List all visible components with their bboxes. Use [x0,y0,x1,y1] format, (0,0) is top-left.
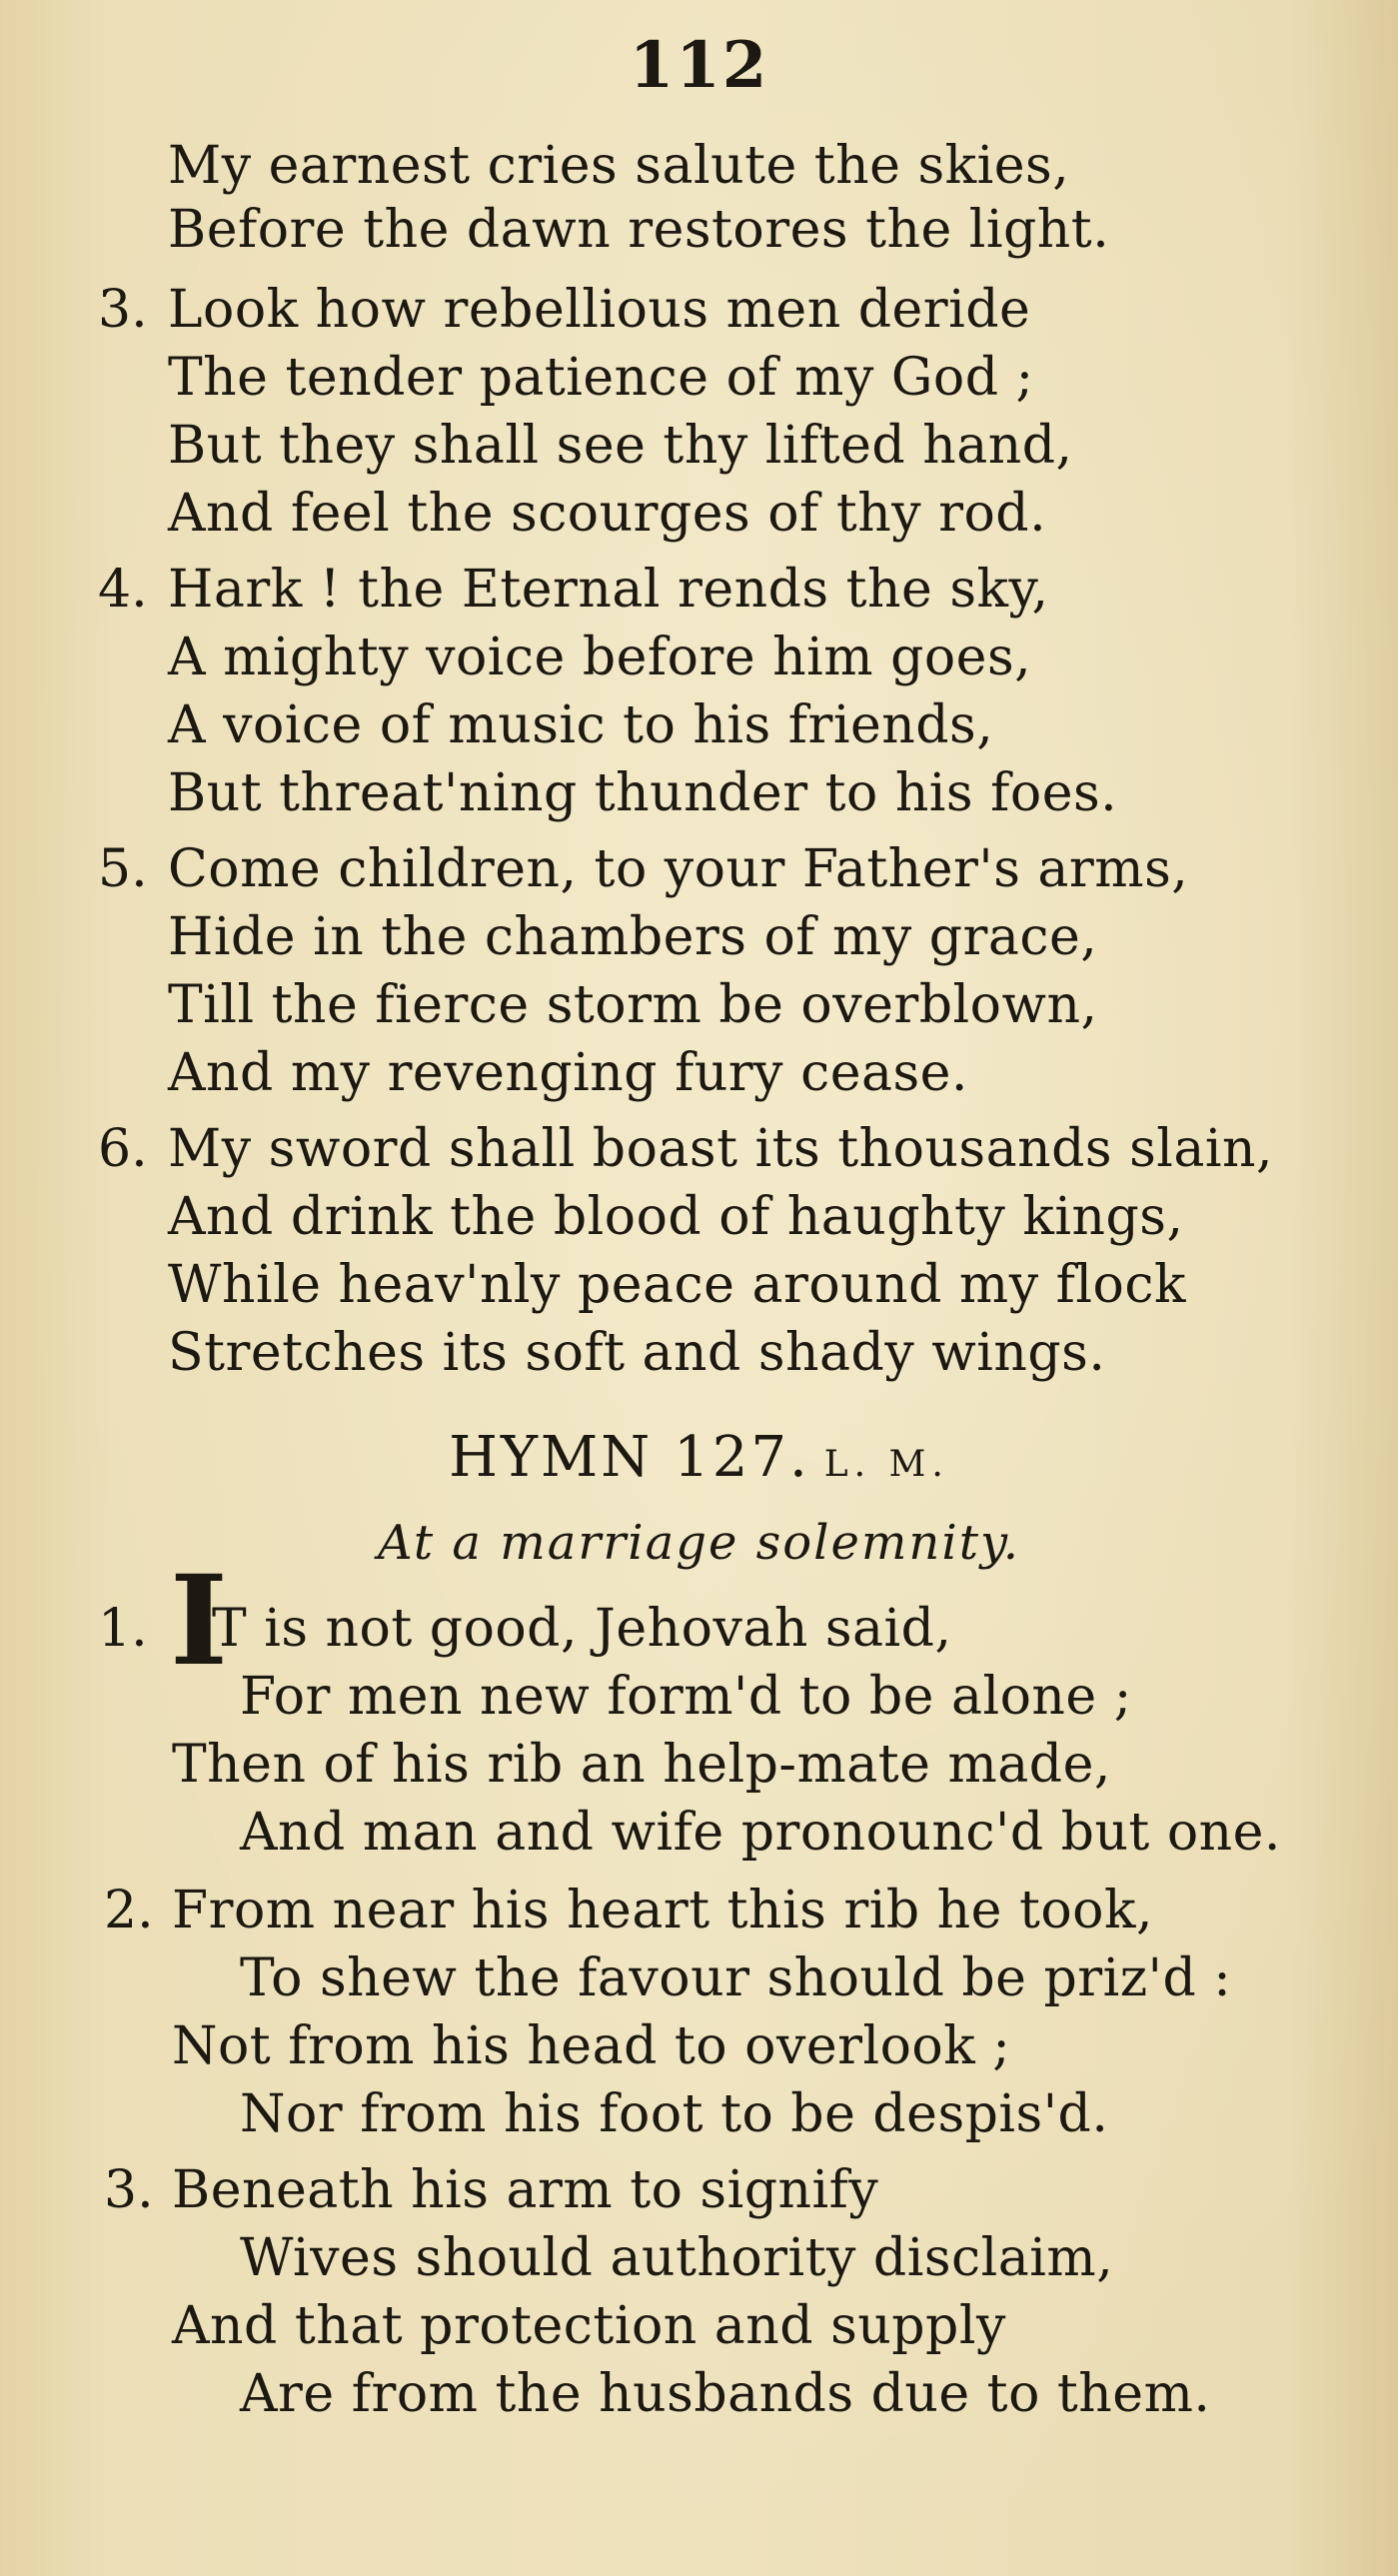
verse-line: For men new form'd to be alone ; [240,1667,1132,1727]
verse-line: Then of his rib an help-mate made, [172,1735,1111,1795]
verse-line: To shew the favour should be priz'd : [240,1948,1232,2008]
verse-line: Beneath his arm to signify [172,2160,879,2220]
verse-line: Come children, to your Father's arms, [168,839,1189,899]
verse-line: Look how rebellious men deride [168,280,1031,340]
verse-line: And that protection and supply [172,2296,1006,2356]
verse-number: 3. [98,280,148,340]
verse-line: A mighty voice before him goes, [168,628,1032,687]
verse-line: From near his heart this rib he took, [172,1881,1153,1940]
verse-line: Before the dawn restores the light. [168,200,1110,260]
verse-line: Nor from his foot to be despis'd. [240,2084,1109,2144]
verse-line: And feel the scourges of thy rod. [168,484,1047,544]
hymn-number: HYMN 127. [449,1425,810,1490]
verse-line: T is not good, Jehovah said, [212,1599,952,1659]
verse-line: A voice of music to his friends, [168,695,994,755]
verse-number: 3. [104,2160,154,2220]
verse-number: 6. [98,1119,148,1179]
verse-line: My earnest cries salute the skies, [168,136,1070,196]
verse-line: Stretches its soft and shady wings. [168,1323,1106,1383]
hymn-title [0,1423,1398,1500]
verse-line: Till the fierce storm be overblown, [168,975,1098,1035]
verse-line: And my revenging fury cease. [168,1043,968,1103]
verse-line: But threat'ning thunder to his foes. [168,763,1118,823]
verse-line: Wives should authority disclaim, [240,2228,1114,2288]
verse-number: 2. [104,1881,154,1940]
verse-line: While heav'nly peace around my flock [168,1255,1186,1315]
drop-cap: I [170,1549,229,1694]
verse-number: 1. [98,1599,148,1659]
verse-number: 4. [98,560,148,620]
verse-line: And drink the blood of haughty kings, [168,1187,1184,1247]
page-number: 112 [629,28,769,103]
verse-line: Hark ! the Eternal rends the sky, [168,560,1049,620]
verse-line: Hide in the chambers of my grace, [168,907,1098,967]
verse-line: My sword shall boast its thousands slain, [168,1119,1274,1179]
hymn-subtitle: At a marriage solemnity. [378,1515,1020,1571]
verse-line: Are from the husbands due to them. [240,2364,1211,2424]
verse-line: The tender patience of my God ; [168,348,1034,408]
hymn-meter: L. M. [823,1444,949,1485]
verse-number: 5. [98,839,148,899]
verse-line: Not from his head to overlook ; [172,2016,1011,2076]
verse-line: And man and wife pronounc'd but one. [240,1803,1281,1863]
verse-line: But they shall see thy lifted hand, [168,416,1073,476]
